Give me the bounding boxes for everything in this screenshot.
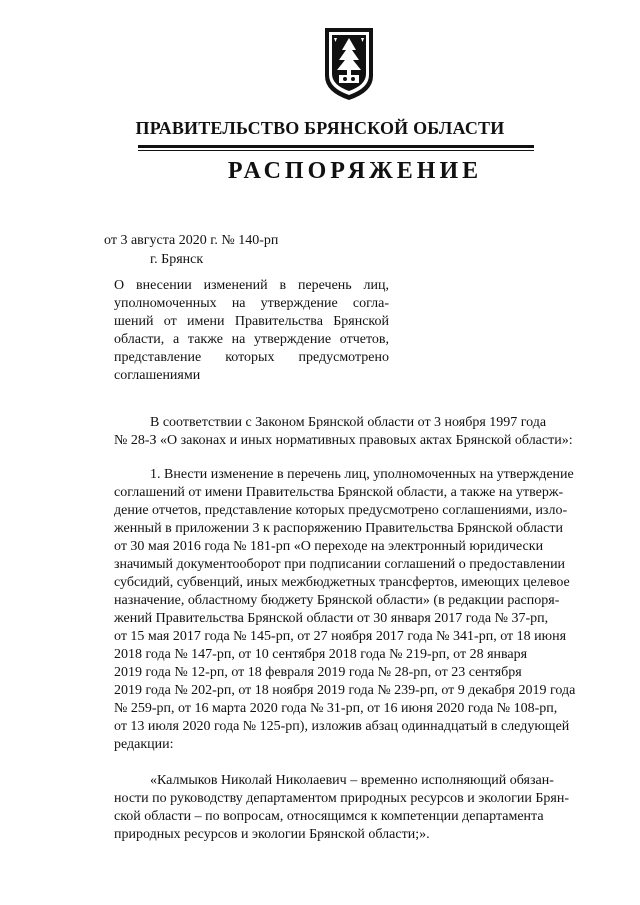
document-subject [114,277,389,385]
subject-line: соглашениями [114,368,201,383]
body-line: 2019 года № 12-рп, от 18 февраля 2019 года № 28-рп, от 23 сентября [114,665,522,680]
document-type-title: РАСПОРЯЖЕНИЕ [227,158,483,184]
preamble-paragraph [114,414,573,450]
body-line: субсидий, субвенций, иных межбюджетных трансфертов, имеющих целевое [114,575,570,590]
body-line: назначение, областному бюджету Брянской области» (в редакции распоря- [114,593,560,608]
body-line: соглашений от имени Правительства Брянской области, а также на утверж- [114,485,564,500]
body-line: 2019 года № 202-рп, от 18 ноября 2019 года № 239-рп, от 9 декабря 2019 года [114,683,576,698]
body-line: женный в приложении 3 к распоряжению Правительства Брянской области [114,521,563,536]
subject-line: О внесении изменений в перечень лиц, [114,278,389,293]
body-line: редакции: [114,737,174,752]
document-number: 140-рп [238,233,279,248]
subject-line: области, а также на утверждение отчетов, [114,332,389,347]
date-prefix: от [104,233,117,248]
body-line: «Калмыков Николай Николаевич – временно исполняющий обязан- [150,773,554,788]
body-line: № 259-рп, от 16 марта 2020 года № 31-рп, от 16 июня 2020 года № 108-рп, [114,701,558,716]
document-date: 3 августа 2020 г. [120,233,218,248]
header-divider-thick [138,145,534,148]
number-sign: № [221,233,235,248]
body-line: 2018 года № 147-рп, от 10 сентября 2018 года № 219-рп, от 28 января [114,647,528,662]
body-line: В соответствии с Законом Брянской области от 3 ноября 1997 года [150,415,547,430]
body-line: ности по руководству департаментом природных ресурсов и экологии Брян- [114,791,569,806]
body-line: природных ресурсов и экологии Брянской области;». [114,827,430,842]
body-line: жений Правительства Брянской области от 30 января 2017 года № 37-рп, [114,611,549,626]
document-date-line [104,233,278,249]
body-line: от 15 мая 2017 года № 145-рп, от 27 ноября 2017 года № 341-рп, от 18 июня [114,629,567,644]
quoted-paragraph [114,772,569,844]
document-city: г. Брянск [150,252,204,267]
subject-line: уполномоченных на утверждение согла- [114,296,389,311]
body-line: от 30 мая 2016 года № 181-рп «О переходе на электронный юридически [114,539,544,554]
body-line: значимый документооборот при подписании соглашений о предоставлении [114,557,566,572]
body-line: № 28-З «О законах и иных нормативных правовых актах Брянской области»: [114,433,573,448]
item-1-paragraph [114,466,576,754]
header-divider-thin [138,150,534,151]
bryansk-coat-of-arms-icon [322,26,376,102]
subject-line: шений от имени Правительства Брянской [114,314,389,329]
body-line: ской области – по вопросам, относящимся к компетенции департамента [114,809,544,824]
subject-line: представление которых предусмотрено [114,350,389,365]
body-line: дение отчетов, представление которых предусмотрено соглашениями, изло- [114,503,568,518]
body-line: 1. Внести изменение в перечень лиц, уполномоченных на утверждение [150,467,574,482]
body-line: от 13 июля 2020 года № 125-рп), изложив абзац одиннадцатый в следующей [114,719,570,734]
government-title: ПРАВИТЕЛЬСТВО БРЯНСКОЙ ОБЛАСТИ [135,118,505,138]
